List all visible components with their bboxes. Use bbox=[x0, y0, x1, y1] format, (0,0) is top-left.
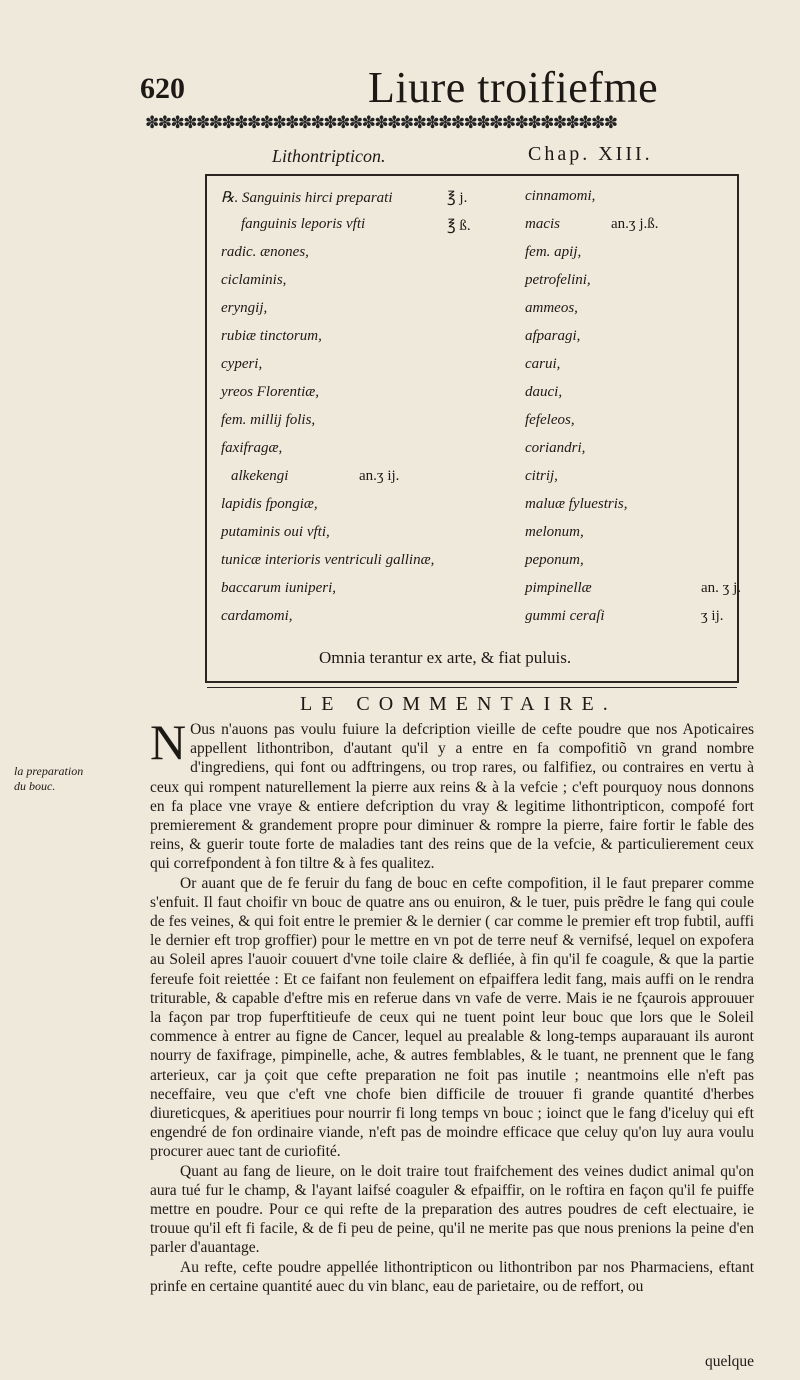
recipe-item: cardamomi, bbox=[221, 608, 293, 624]
commentary-body bbox=[150, 714, 754, 1296]
recipe-item: putaminis oui vfti, bbox=[221, 524, 330, 540]
recipe-item: gummi ceraſi ʒ ij. bbox=[525, 608, 724, 624]
chapter-number: Chap. XIII. bbox=[528, 143, 653, 165]
recipe-item: yreos Florentiæ, bbox=[221, 384, 320, 400]
paragraph: N Ous n'auons pas voulu fuiure la defcription vieille de cefte poudre que nos Apoticaires appellent lithontribon, d'autant qu'il y a entre en fa compofitiõ vn grand nombre d'ingrediens, qui font ou adftringens, ou trop rares, ou falfifiez, ou contraires en vertu à ceux qui rompent naturellement la pierre aux reins & à la vefcie ; c'eft pourquoy nous donnons en fa place vne vraye & entiere defcription du vray & legitime lithontripticon, compofé fort premierement & grandement propre pour diminuer & rompre la pierre, faire fortir le fable des reins, & guerir toute forte de maladies tant des reins que de la vefcie, & particulierement ceux qui correfpondent à fon tiltre & à fes qualitez. bbox=[150, 714, 754, 873]
chapter-subject: Lithontripticon. bbox=[272, 146, 386, 166]
recipe-item: dauci, bbox=[525, 384, 563, 400]
margin-note: la preparation du bouc. bbox=[14, 764, 84, 793]
recipe-item: fefeleos, bbox=[525, 412, 575, 428]
recipe-item: radic. ænones, bbox=[221, 244, 309, 260]
recipe-item: tunicæ interioris ventriculi gallinæ, bbox=[221, 552, 435, 568]
recipe-item: melonum, bbox=[525, 524, 584, 540]
paragraph: Quant au fang de lieure, on le doit traire tout fraifchement des veines dudict animal qu'on aura tué fur le champ, & l'ayant laifsé coaguler & efpaiffir, on le roftira en façon qu'il fe puiffe mettre en poudre. Pour ce qui refte de la preparation des autres poudres de ceft electuaire, ie trouue qu'il eft fi facile, & de fi peu de peine, qu'il ne merite pas que nous prenions la peine d'en parler d'auantage. bbox=[150, 1162, 754, 1257]
recipe-item: baccarum iuniperi, bbox=[221, 580, 336, 596]
page-number: 620 bbox=[140, 72, 185, 105]
recipe-instruction: Omnia terantur ex arte, & fiat puluis. bbox=[319, 648, 572, 667]
recipe-item: citrij, bbox=[525, 468, 558, 484]
catchword: quelque bbox=[705, 1353, 755, 1370]
ornament-band: ✽✽✽✽✽✽✽✽✽✽✽✽✽✽✽✽✽✽✽✽✽✽✽✽✽✽✽✽✽✽✽✽✽✽✽✽✽ bbox=[145, 113, 617, 133]
recipe-item: carui, bbox=[525, 356, 561, 372]
running-title: Liure troifiefme bbox=[368, 63, 659, 112]
paragraph: Au refte, cefte poudre appellée lithontripticon ou lithontribon par nos Pharmaciens, eftant prinfe en certaine quantité auec du vin blanc, eau de parietaire, ou de reffort, ou bbox=[150, 1258, 754, 1295]
recipe-item: maluæ fyluestris, bbox=[525, 496, 628, 512]
recipe-item: petrofelini, bbox=[525, 272, 591, 288]
box-rule bbox=[207, 687, 737, 688]
recipe-item: fem. apij, bbox=[525, 244, 582, 260]
recipe-box bbox=[205, 174, 739, 683]
recipe-item: cinnamomi, bbox=[525, 188, 596, 204]
recipe-item: alkekengi an.ʒ ij. bbox=[231, 468, 400, 484]
recipe-item: macis an.ʒ j.ß. bbox=[525, 216, 659, 232]
recipe-item: lapidis fpongiæ, bbox=[221, 496, 318, 512]
recipe-item: fanguinis leporis vfti ℥ ß. bbox=[241, 216, 471, 234]
recipe-item: peponum, bbox=[525, 552, 584, 568]
recipe-item: faxifragæ, bbox=[221, 440, 283, 456]
paragraph: Or auant que de fe feruir du fang de bouc en cefte compofition, il le faut preparer comme s'enfuit. Il faut choifir vn bouc de quatre ans ou enuiron, & le tuer, puis prẽdre le fang qui coule de fes veines, & qui foit entre le premier & le dernier ( car comme le premier eft trop fubtil, auffi le dernier eft trop groffier) pour le mettre en vn pot de terre neuf & vernifsé, lequel on expofera au Soleil apres l'auoir couuert d'vne toile claire & defliée, à fin qu'il fe coagule, & que la partie fereufe foit reiettée : Et ce faifant non feulement on efpaiffera ledit fang, mais auffi on le rendra triturable, & capable d'eftre mis en referue dans vn vafe de verre. Mais ie ne fçaurois approuuer la façon par trop fuperftitieufe de ceux qui ne tuent point leur bouc que lors que le Soleil commence à entrer au figne de Cancer, lequel au prealable & long-temps auparauant ils auront nourry de faxifrage, pimpinelle, ache, & autres femblables, & le tuant, ne prennent que le fang arterieux, car ja çoit que cefte preparation ne foit pas inutile ; neantmoins elle n'eft pas neceffaire, veu que c'eft vne chofe bien difficile de trouuer fi grande quantité d'herbes diureticques, & aperitiues pour nourrir fi long temps vn bouc ; ioinct que le fang d'iceluy qui eft engendré de fon ordinaire viande, n'eft pas de moindre efficace que celuy qu'on luy aura voulu procurer auec tant de curiofité. bbox=[150, 874, 754, 1161]
section-title: LE COMMENTAIRE. bbox=[300, 693, 617, 715]
drop-capital: N bbox=[150, 714, 187, 770]
recipe-item: afparagi, bbox=[525, 328, 581, 344]
recipe-item: cyperi, bbox=[221, 356, 263, 372]
recipe-item: ciclaminis, bbox=[221, 272, 287, 288]
recipe-item: coriandri, bbox=[525, 440, 586, 456]
recipe-item: ℞. Sanguinis hirci preparati ℥ j. bbox=[221, 190, 468, 206]
recipe-item: pimpinellæ an. ʒ j. bbox=[525, 580, 741, 596]
recipe-item: ammeos, bbox=[525, 300, 578, 316]
recipe-item: eryngij, bbox=[221, 300, 268, 316]
recipe-item: fem. millij folis, bbox=[221, 412, 316, 428]
recipe-item: rubiæ tinctorum, bbox=[221, 328, 322, 344]
